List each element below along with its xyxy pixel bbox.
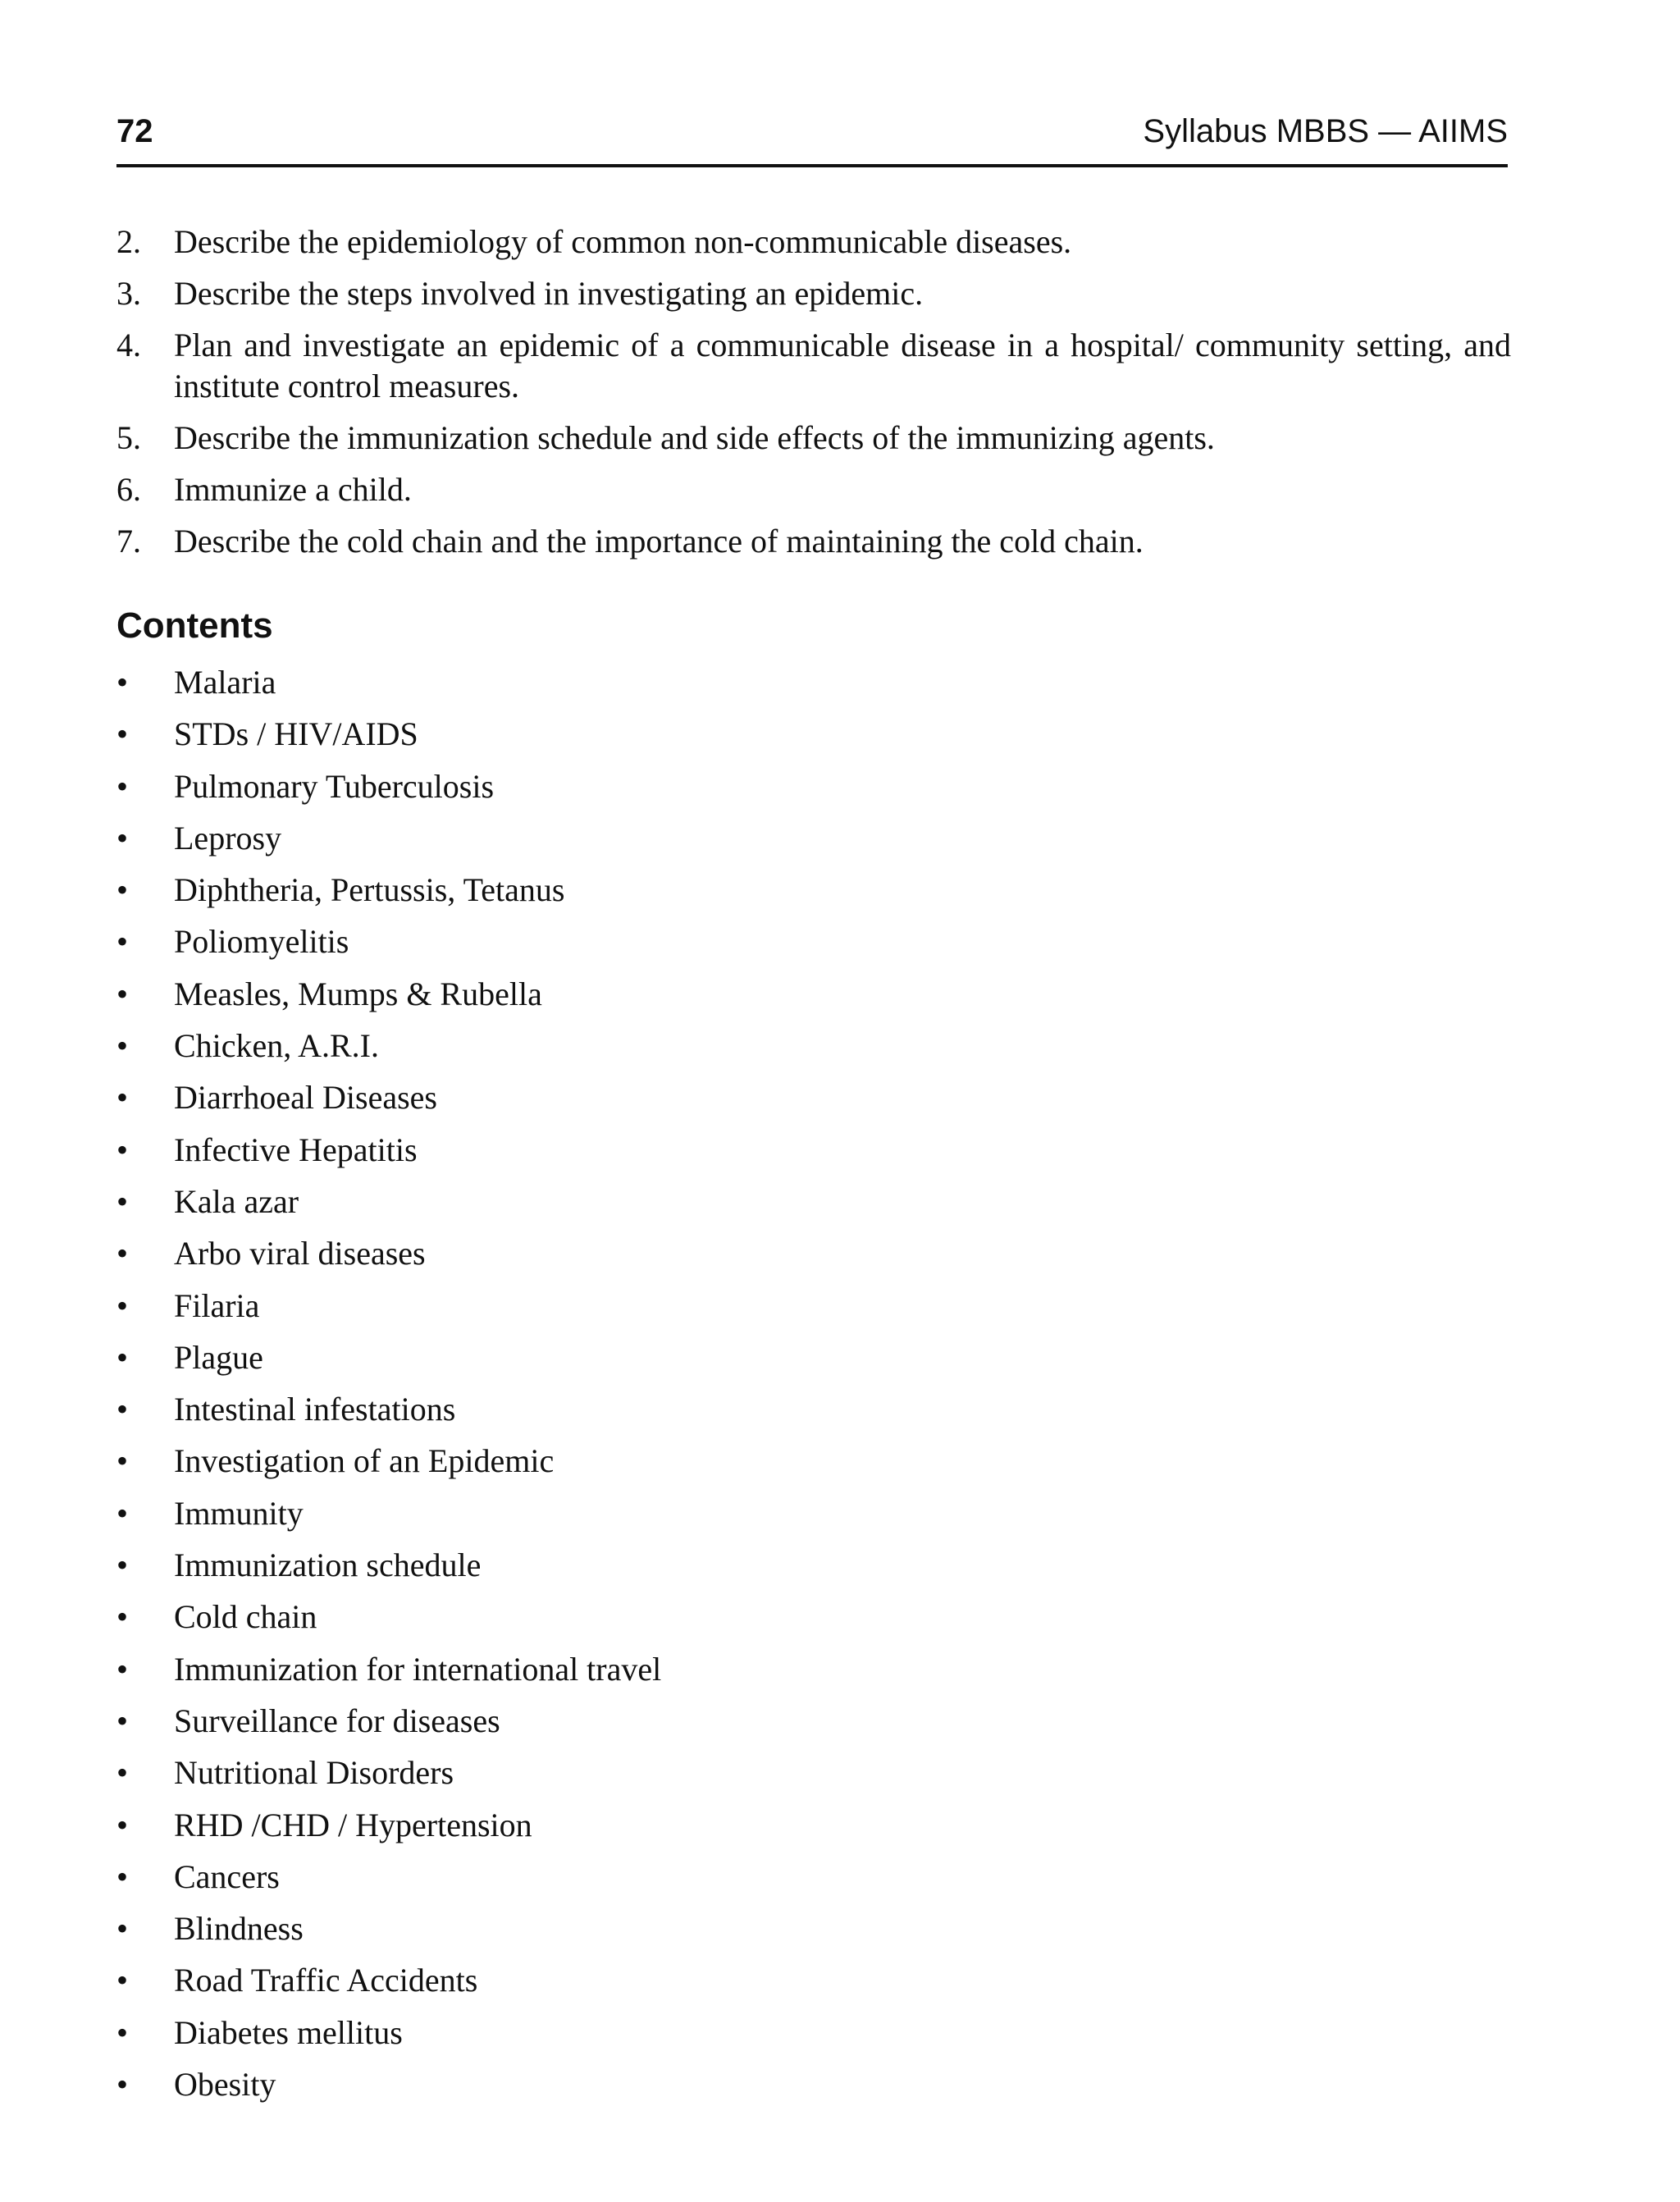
contents-item (116, 2058, 1511, 2110)
bullet-icon: • (116, 1962, 129, 1999)
contents-item-label: Malaria (174, 664, 276, 701)
contents-item-label: Arbo viral diseases (174, 1235, 426, 1272)
contents-item-label: Diphtheria, Pertussis, Tetanus (174, 871, 565, 909)
objective-text: Plan and investigate an epidemic of a communicable disease in a hospital/ community setting, and institute control measures. (174, 327, 1511, 404)
bullet-icon: • (116, 1650, 129, 1688)
contents-item (116, 708, 1511, 760)
contents-item-label: Plague (174, 1338, 263, 1376)
contents-item-label: Immunization schedule (174, 1546, 482, 1584)
objective-text: Immunize a child. (174, 471, 412, 508)
contents-item (116, 812, 1511, 864)
contents-item (116, 1176, 1511, 1227)
objective-number: 3. (116, 275, 141, 312)
contents-item (116, 1747, 1511, 1798)
contents-item-label: Nutritional Disorders (174, 1754, 454, 1792)
contents-item (116, 1332, 1511, 1383)
bullet-icon: • (116, 819, 129, 857)
contents-item (116, 1435, 1511, 1487)
bullet-icon: • (116, 871, 129, 909)
contents-item (116, 1591, 1511, 1642)
contents-item-label: Diarrhoeal Diseases (174, 1079, 437, 1117)
objective-number: 6. (116, 471, 141, 508)
contents-item-label: Blindness (174, 1910, 304, 1948)
objective-item (116, 418, 1511, 459)
contents-item (116, 1227, 1511, 1279)
contents-item-label: Investigation of an Epidemic (174, 1442, 555, 1480)
contents-item-label: Leprosy (174, 819, 282, 857)
contents-item-label: Diabetes mellitus (174, 2013, 403, 2051)
objective-item (116, 521, 1511, 562)
contents-item-label: Measles, Mumps & Rubella (174, 975, 542, 1012)
objective-item (116, 273, 1511, 314)
bullet-icon: • (116, 1182, 129, 1220)
contents-item (116, 1383, 1511, 1435)
contents-item (116, 761, 1511, 812)
bullet-icon: • (116, 1806, 129, 1843)
bullet-icon: • (116, 664, 129, 701)
bullet-icon: • (116, 1754, 129, 1792)
bullet-icon: • (116, 1494, 129, 1532)
bullet-icon: • (116, 1131, 129, 1168)
contents-item (116, 1851, 1511, 1903)
contents-item-label: Intestinal infestations (174, 1391, 456, 1428)
contents-heading: Contents (116, 605, 273, 646)
objective-number: 5. (116, 419, 141, 456)
contents-item (116, 1799, 1511, 1851)
contents-item-label: Chicken, A.R.I. (174, 1027, 379, 1065)
contents-item-label: Pulmonary Tuberculosis (174, 767, 495, 805)
contents-item (116, 1280, 1511, 1332)
objective-number: 2. (116, 223, 141, 260)
bullet-icon: • (116, 975, 129, 1012)
running-title: Syllabus MBBS — AIIMS (1143, 113, 1508, 149)
bullet-icon: • (116, 2066, 129, 2104)
contents-item (116, 1643, 1511, 1695)
bullet-icon: • (116, 1442, 129, 1480)
contents-item (116, 968, 1511, 1020)
objective-text: Describe the epidemiology of common non-communicable diseases. (174, 223, 1072, 260)
contents-item-label: RHD /CHD / Hypertension (174, 1806, 532, 1843)
contents-item-label: Kala azar (174, 1182, 299, 1220)
contents-item (116, 1071, 1511, 1123)
bullet-icon: • (116, 1546, 129, 1584)
contents-item (116, 916, 1511, 967)
contents-item-label: Road Traffic Accidents (174, 1962, 478, 1999)
contents-item (116, 656, 1511, 708)
contents-item (116, 1539, 1511, 1591)
bullet-icon: • (116, 1857, 129, 1895)
bullet-icon: • (116, 1027, 129, 1065)
objective-item (116, 325, 1511, 407)
bullet-icon: • (116, 1391, 129, 1428)
bullet-icon: • (116, 1079, 129, 1117)
page-header (116, 105, 1508, 167)
objective-text: Describe the steps involved in investigating an epidemic. (174, 275, 924, 312)
objective-number: 7. (116, 523, 141, 560)
contents-item-label: Cancers (174, 1857, 280, 1895)
contents-item (116, 1124, 1511, 1176)
contents-item (116, 2007, 1511, 2058)
contents-item (116, 864, 1511, 916)
contents-item-label: Filaria (174, 1286, 260, 1324)
contents-item-label: Obesity (174, 2066, 276, 2104)
bullet-icon: • (116, 767, 129, 805)
contents-item-label: Infective Hepatitis (174, 1131, 418, 1168)
contents-item (116, 1695, 1511, 1747)
objectives-list (116, 222, 1511, 573)
contents-item-label: Immunization for international travel (174, 1650, 662, 1688)
contents-item-label: Cold chain (174, 1598, 317, 1636)
contents-item-label: STDs / HIV/AIDS (174, 715, 418, 753)
bullet-icon: • (116, 1235, 129, 1272)
bullet-icon: • (116, 2013, 129, 2051)
contents-item (116, 1020, 1511, 1071)
bullet-icon: • (116, 1338, 129, 1376)
contents-item-label: Immunity (174, 1494, 304, 1532)
bullet-icon: • (116, 1702, 129, 1739)
objective-text: Describe the immunization schedule and side effects of the immunizing agents. (174, 419, 1215, 456)
contents-item (116, 1487, 1511, 1539)
contents-item-label: Surveillance for diseases (174, 1702, 500, 1739)
contents-item-label: Poliomyelitis (174, 923, 349, 961)
contents-item (116, 1903, 1511, 1954)
bullet-icon: • (116, 923, 129, 961)
contents-item (116, 1954, 1511, 2006)
objective-text: Describe the cold chain and the importance of maintaining the cold chain. (174, 523, 1144, 560)
bullet-icon: • (116, 715, 129, 753)
bullet-icon: • (116, 1598, 129, 1636)
objective-item (116, 469, 1511, 510)
objective-number: 4. (116, 327, 141, 363)
contents-list (116, 656, 1511, 2110)
objective-item (116, 222, 1511, 263)
bullet-icon: • (116, 1910, 129, 1948)
bullet-icon: • (116, 1286, 129, 1324)
page-number: 72 (116, 113, 153, 149)
